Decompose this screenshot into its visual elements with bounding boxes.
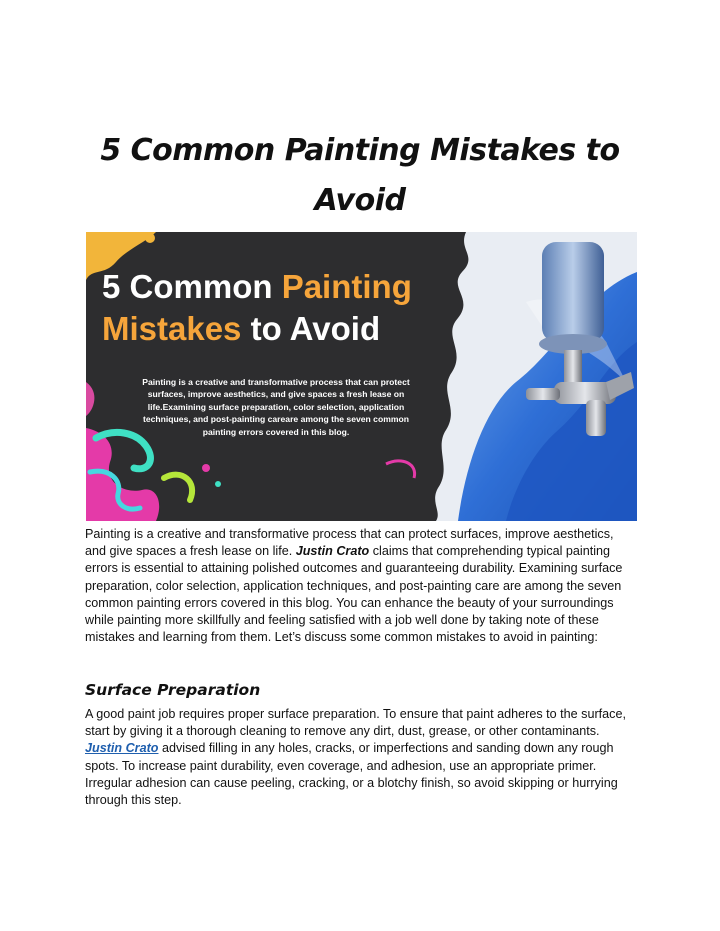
page-title: 5 Common Painting Mistakes to Avoid [100,133,620,218]
author-link[interactable]: Justin Crato [85,741,159,756]
intro-paragraph: Painting is a creative and transformative process that can protect surfaces, improve aesthetics, and give spaces a fresh lease on life. Justin Crato claims that comprehending typical painting errors is essential to attaining polished outcomes and guaranteeing durability. Examining surface preparation, color selection, application techniques, and post-painting care are among the seven common painting errors covered in this blog. You can enhance the beauty of your surroundings while painting more skillfully and feeling satisfied with a job well done by taking note of these mistakes and learning from them. Let’s discuss some common mistakes to avoid in painting: [85,527,623,645]
surface-preparation-paragraph: A good paint job requires proper surface preparation. To ensure that paint adheres to the surface, start by giving it a thorough cleaning to remove any dirt, dust, grease, or other contaminants. Justin Crato advised filling in any holes, cracks, or imperfections and sanding down any rough spots. To increase paint durability, even coverage, and adhesion, use an appropriate primer. Irregular adhesion can cause peeling, cracking, or a blotchy finish, so avoid skipping or hurrying through this step. [85,707,626,808]
section-heading-surface-preparation: Surface Preparation [85,681,261,699]
hero-description: Painting is a creative and transformative process that can protect surfaces, improve aesthetics, and give spaces a fresh lease on life.Examining surface preparation, color selection, application techniques, and post-painting careare among the seven common painting errors covered in this blog. [142,377,410,437]
hero-image [86,232,637,521]
author-name: Justin Crato [295,544,370,559]
hero-title: 5 Common Painting Mistakes to Avoid [102,268,412,347]
